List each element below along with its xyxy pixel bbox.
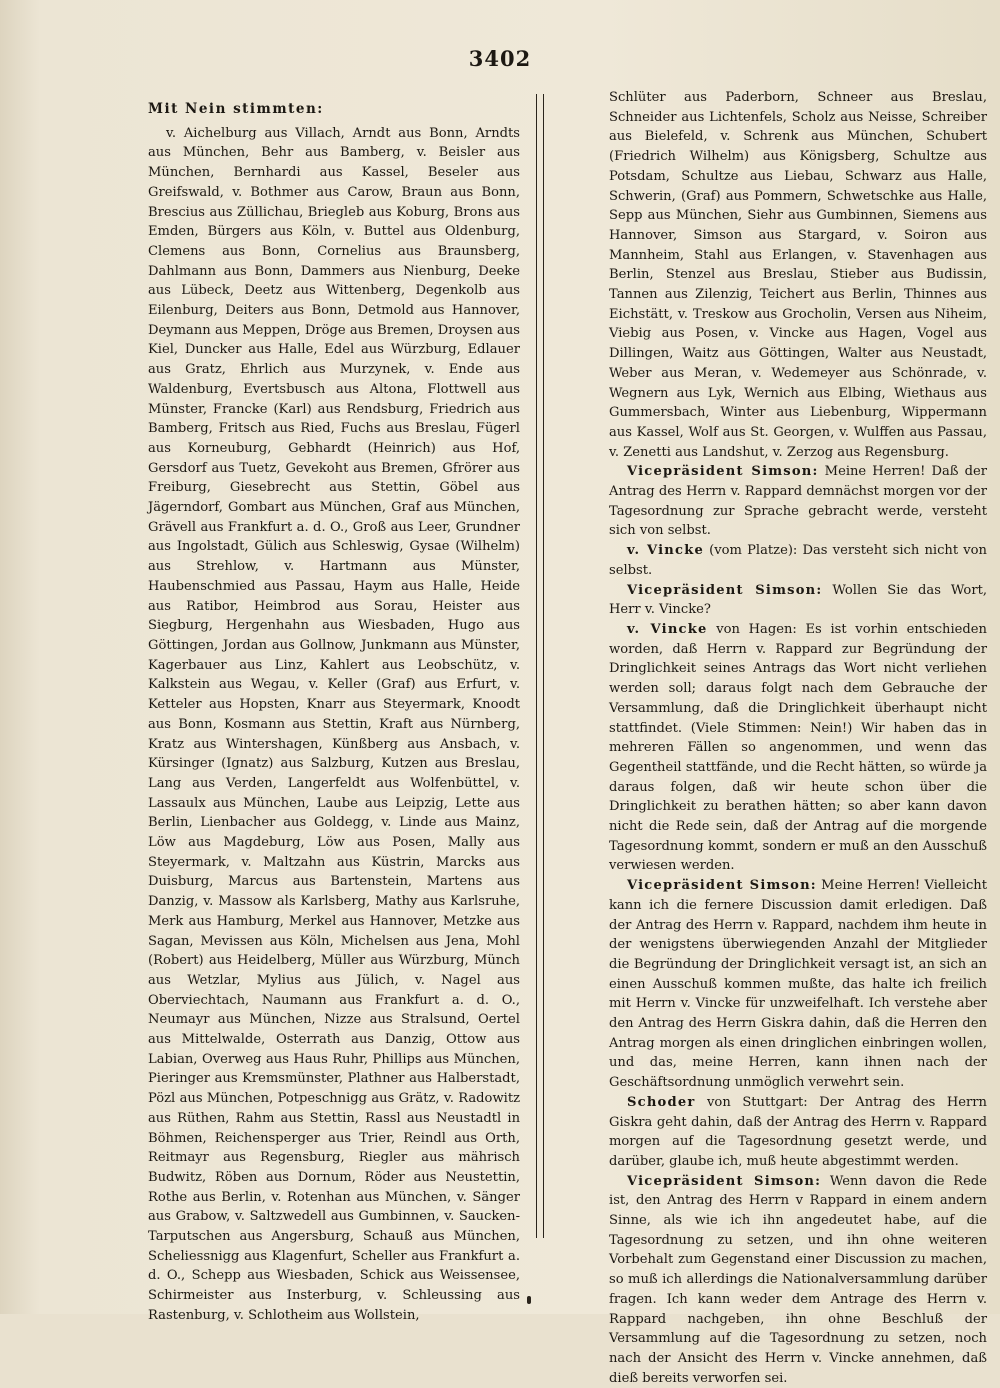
page-number: 3402 xyxy=(468,46,532,71)
vote-heading: Mit Nein stimmten: xyxy=(148,101,324,117)
right-column xyxy=(609,88,987,1388)
speech-text: Meine Herren! Vielleicht kann ich die fernere Discussion damit erledigen. Daß der Antrag des Herrn v. Rappard, nachdem ihm heute in der wenigstens überwiegenden Anzahl der Mitglieder die Begründung der Dringlichkeit versagt ist, an sich an einen Ausschuß kommen mußte, das halte ich freilich mit Herrn v. Vincke für unzweifelhaft. Ich verstehe aber den Antrag des Herrn Giskra dahin, daß die Herren den Antrag morgen als einen dringlichen einbringen wollen, und das, meine Herren, kann ihnen nach der Geschäftsordnung unmöglich verwehrt sein. xyxy=(609,878,987,1091)
speech-paragraph xyxy=(609,876,987,1093)
speech-paragraph xyxy=(609,541,987,580)
left-column xyxy=(148,100,520,1326)
speaker-name: Vicepräsident Simson: xyxy=(627,582,823,598)
speech-paragraph xyxy=(609,581,987,620)
speech-paragraph xyxy=(609,462,987,541)
speaker-name: v. Vincke xyxy=(627,621,708,637)
no-vote-names-list: v. Aichelburg aus Villach, Arndt aus Bonn, Arndts aus München, Behr aus Bamberg, v. Beisler aus München, Bernhardi aus Kassel, Beseler aus Greifswald, v. Bothmer aus Carow, Braun aus Bonn, Brescius aus Züllichau, Briegleb aus Koburg, Brons aus Emden, Bürgers aus Köln, v. Buttel aus Oldenburg, Clemens aus Bonn, Cornelius aus Braunsberg, Dahlmann aus Bonn, Dammers aus Nienburg, Deeke aus Lübeck, Deetz aus Wittenberg, Degenkolb aus Eilenburg, Deiters aus Bonn, Detmold aus Hannover, Deymann aus Meppen, Dröge aus Bremen, Droysen aus Kiel, Duncker aus Halle, Edel aus Würzburg, Edlauer aus Gratz, Ehrlich aus Murzynek, v. Ende aus Waldenburg, Evertsbusch aus Altona, Flottwell aus Münster, Francke (Karl) aus Rendsburg, Friedrich aus Bamberg, Fritsch aus Ried, Fuchs aus Breslau, Fügerl aus Korneuburg, Gebhardt (Heinrich) aus Hof, Gersdorf aus Tuetz, Gevekoht aus Bremen, Gfrörer aus Freiburg, Giesebrecht aus Stettin, Göbel aus Jägerndorf, Gombart aus München, Graf aus München, Grävell aus Frankfurt a. d. O., Groß aus Leer, Grundner aus Ingolstadt, Gülich aus Schleswig, Gysae (Wilhelm) aus Strehlow, v. Hartmann aus Münster, Haubenschmied aus Passau, Haym aus Halle, Heide aus Ratibor, Heimbrod aus Sorau, Heister aus Siegburg, Hergenhahn aus Wiesbaden, Hugo aus Göttingen, Jordan aus Gollnow, Junkmann aus Münster, Kagerbauer aus Linz, Kahlert aus Leobschütz, v. Kalkstein aus Wegau, v. Keller (Graf) aus Erfurt, v. Ketteler aus Hopsten, Knarr aus Steyermark, Knoodt aus Bonn, Kosmann aus Stettin, Kraft aus Nürnberg, Kratz aus Wintershagen, Künßberg aus Ansbach, v. Kürsinger (Ignatz) aus Salzburg, Kutzen aus Breslau, Lang aus Verden, Langerfeldt aus Wolfenbüttel, v. Lassaulx aus München, Laube aus Leipzig, Lette aus Berlin, Lienbacher aus Goldegg, v. Linde aus Mainz, Löw aus Magdeburg, Löw aus Posen, Mally aus Steyermark, v. Maltzahn aus Küstrin, Marcks aus Duisburg, Marcus aus Bartenstein, Martens aus Danzig, v. Massow als Karlsberg, Mathy aus Karlsruhe, Merk aus Hamburg, Merkel aus Hannover, Metzke aus Sagan, Mevissen aus Köln, Michelsen aus Jena, Mohl (Robert) aus Heidelberg, Müller aus Würzburg, Münch aus Wetzlar, Mylius aus Jülich, v. Nagel aus Oberviechtach, Naumann aus Frankfurt a. d. O., Neumayr aus München, Nizze aus Stralsund, Oertel aus Mittelwalde, Osterrath aus Danzig, Ottow aus Labian, Overweg aus Haus Ruhr, Phillips aus München, Pieringer aus Kremsmünster, Plathner aus Halberstadt, Pözl aus München, Potpeschnigg aus Grätz, v. Radowitz aus Rüthen, Rahm aus Stettin, Rassl aus Neustadtl in Böhmen, Reichensperger aus Trier, Reindl aus Orth, Reitmayr aus Regensburg, Riegler aus mährisch Budwitz, Röben aus Dornum, Röder aus Neustettin, Rothe aus Berlin, v. Rotenhan aus München, v. Sänger aus Grabow, v. Saltzwedell aus Gumbinnen, v. Saucken-Tarputschen aus Angersburg, Schauß aus München, Scheliessnigg aus Klagenfurt, Scheller aus Frankfurt a. d. O., Schepp aus Wiesbaden, Schick aus Weissensee, Schirmeister aus Insterburg, v. Schleussing aus Rastenburg, v. Schlotheim aus Wollstein, xyxy=(148,125,520,1323)
speech-paragraph xyxy=(609,620,987,876)
speech-text: von Stuttgart: Der Antrag des Herrn Giskra geht dahin, daß der Antrag des Herrn v. Rappard morgen auf die Tagesordnung gesetzt werde, und darüber, glaube ich, muß heute abgestimmt werden. xyxy=(609,1094,987,1169)
speaker-name: Vicepräsident Simson: xyxy=(627,464,819,480)
no-vote-names-continued: Schlüter aus Paderborn, Schneer aus Breslau, Schneider aus Lichtenfels, Scholz aus Neisse, Schreiber aus Bielefeld, v. Schrenk aus München, Schubert (Friedrich Wilhelm) aus Königsberg, Schultze aus Potsdam, Schultze aus Liebau, Schwarz aus Halle, Schwerin, (Graf) aus Pommern, Schwetschke aus Halle, Sepp aus München, Siehr aus Gumbinnen, Siemens aus Hannover, Simson aus Stargard, v. Soiron aus Mannheim, Stahl aus Erlangen, v. Stavenhagen aus Berlin, Stenzel aus Breslau, Stieber aus Budissin, Tannen aus Zilenzig, Teichert aus Berlin, Thinnes aus Eichstätt, v. Treskow aus Grocholin, Versen aus Niheim, Viebig aus Posen, v. Vincke aus Hagen, Vogel aus Dillingen, Waitz aus Göttingen, Walter aus Neustadt, Weber aus Meran, v. Wedemeyer aus Schönrade, v. Wegnern aus Lyk, Wernich aus Elbing, Wiethaus aus Gummersbach, Winter aus Liebenburg, Wippermann aus Kassel, Wolf aus St. Georgen, v. Wulffen aus Passau, v. Zenetti aus Landshut, v. Zerzog aus Regensburg. xyxy=(609,90,987,460)
ink-mark xyxy=(527,1296,531,1304)
speech-paragraph xyxy=(609,1172,987,1388)
speaker-name: Vicepräsident Simson: xyxy=(627,1173,822,1189)
speaker-name: v. Vincke xyxy=(627,543,704,559)
speech-text: Wenn davon die Rede ist, den Antrag des Herrn v Rappard in einem andern Sinne, als wie ich ihn angedeutet habe, auf die Tagesordnung zu setzen, und ihn ohne weiteren Vorbehalt zum Gegenstand einer Discussion zu machen, so muß ich allerdings die Nationalversammlung darüber fragen. Ich kann weder dem Antrage des Herrn v. Rappard nachgeben, ihn ohne Beschluß der Versammlung auf die Tagesordnung zu setzen, noch nach der Ansicht des Herrn v. Vincke annehmen, daß dieß bereits verworfen sei. xyxy=(609,1173,987,1386)
speaker-name: Schoder xyxy=(627,1094,696,1110)
column-divider xyxy=(536,94,544,1238)
speech-text: (vom Platze): Das versteht sich nicht von selbst. xyxy=(609,543,987,578)
speaker-name: Vicepräsident Simson: xyxy=(627,878,817,894)
speech-text: Meine Herren! Daß der Antrag des Herrn v. Rappard demnächst morgen vor der Tagesordnung zur Sprache gebracht werde, versteht sich von selbst. xyxy=(609,464,987,539)
speech-text: Wollen Sie das Wort, Herr v. Vincke? xyxy=(609,582,988,618)
speech-paragraph xyxy=(609,1093,987,1172)
speech-text: von Hagen: Es ist vorhin entschieden worden, daß Herrn v. Rappard zur Begründung der Dringlichkeit seines Antrags das Wort nicht verliehen werden soll; daraus folgt nach dem Gebrauche der Versammlung, daß die Dringlichkeit überhaupt nicht stattfindet. (Viele Stimmen: Nein!) Wir haben das in mehreren Fällen so angenommen, und wenn das Gegentheil stattfände, und die Recht hätten, so würde ja daraus folgen, daß wir heute schon über die Dringlichkeit zu berathen hätten; so aber kann davon nicht die Rede sein, daß der Antrag auf die morgende Tagesordnung kommt, sondern er muß an den Ausschuß verwiesen werden. xyxy=(609,621,987,874)
